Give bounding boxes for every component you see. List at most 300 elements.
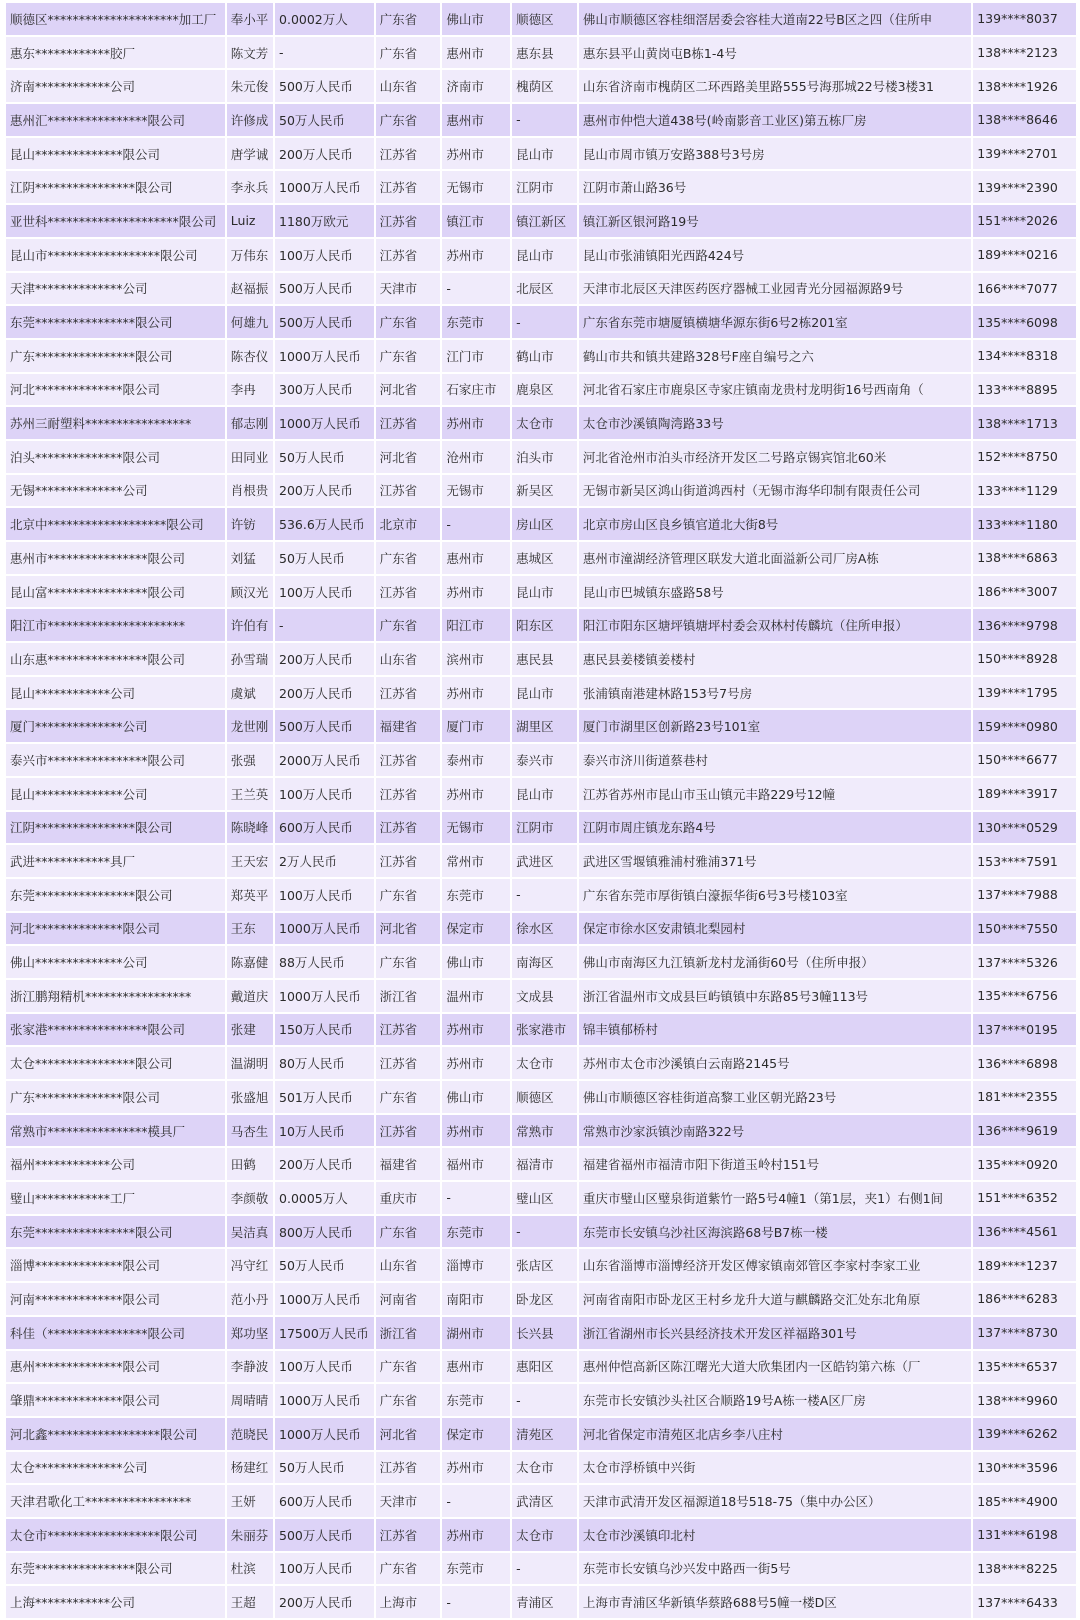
legal-person-cell: 唐学诚 [227,138,273,170]
phone-cell: 137****0195 [973,1014,1076,1046]
province-cell: 山东省 [376,643,441,675]
company-name-cell: 昆山市******************限公司 [6,239,225,271]
table-row [6,1452,1076,1484]
company-name-cell: 佛山**************公司 [6,946,225,978]
phone-cell: 136****9798 [973,609,1076,641]
province-cell: 江苏省 [376,778,441,810]
registered-capital-cell: 50万人民币 [275,542,374,574]
city-cell: - [442,1586,510,1618]
table-row [6,205,1076,237]
district-cell: 文成县 [512,980,577,1012]
legal-person-cell: 朱丽芬 [227,1519,273,1551]
registered-capital-cell: 600万人民币 [275,812,374,844]
legal-person-cell: 许伯有 [227,609,273,641]
table-row [6,1351,1076,1383]
address-cell: 太仓市沙溪镇陶湾路33号 [579,407,971,439]
city-cell: 苏州市 [442,1519,510,1551]
address-cell: 昆山市周市镇万安路388号3号房 [579,138,971,170]
city-cell: 苏州市 [442,138,510,170]
city-cell: 厦门市 [442,710,510,742]
table-row [6,845,1076,877]
province-cell: 江苏省 [376,744,441,776]
phone-cell: 138****8225 [973,1553,1076,1585]
district-cell: 青浦区 [512,1586,577,1618]
city-cell: 惠州市 [442,1351,510,1383]
province-cell: 江苏省 [376,1115,441,1147]
province-cell: 河北省 [376,1418,441,1450]
phone-cell: 135****6756 [973,980,1076,1012]
district-cell: 常熟市 [512,1115,577,1147]
district-cell: 北辰区 [512,273,577,305]
registered-capital-cell: 200万人民币 [275,1586,374,1618]
province-cell: 河北省 [376,374,441,406]
phone-cell: 139****8037 [973,3,1076,35]
address-cell: 惠州仲恺高新区陈江曙光大道大欣集团内一区皓钧第六栋（厂 [579,1351,971,1383]
company-name-cell: 上海************公司 [6,1586,225,1618]
legal-person-cell: 万伟东 [227,239,273,271]
table-row [6,1014,1076,1046]
company-name-cell: 天津君歌化工***************** [6,1485,225,1517]
company-name-cell: 浙江鹏翔精机***************** [6,980,225,1012]
company-name-cell: 山东惠****************限公司 [6,643,225,675]
legal-person-cell: 虞斌 [227,677,273,709]
phone-cell: 150****7550 [973,913,1076,945]
province-cell: 江苏省 [376,138,441,170]
phone-cell: 135****6537 [973,1351,1076,1383]
table-row [6,1115,1076,1147]
table-row [6,306,1076,338]
registered-capital-cell: 1000万人民币 [275,407,374,439]
legal-person-cell: 王天宏 [227,845,273,877]
registered-capital-cell: 17500万人民币 [275,1317,374,1349]
phone-cell: 134****8318 [973,340,1076,372]
table-row [6,1047,1076,1079]
address-cell: 江苏省苏州市昆山市玉山镇元丰路229号12幢 [579,778,971,810]
company-name-cell: 肇鼎**************限公司 [6,1384,225,1416]
company-name-cell: 泰兴市****************限公司 [6,744,225,776]
district-cell: 昆山市 [512,778,577,810]
district-cell: 新吴区 [512,475,577,507]
district-cell: 江阴市 [512,812,577,844]
address-cell: 重庆市璧山区璧泉街道紫竹一路5号4幢1（第1层，夹1）右侧1间 [579,1182,971,1214]
district-cell: 福清市 [512,1148,577,1180]
province-cell: 重庆市 [376,1182,441,1214]
address-cell: 东莞市长安镇乌沙社区海滨路68号B7栋一楼 [579,1216,971,1248]
legal-person-cell: 张盛旭 [227,1081,273,1113]
province-cell: 江苏省 [376,1519,441,1551]
phone-cell: 189****1237 [973,1249,1076,1281]
city-cell: 东莞市 [442,1553,510,1585]
table-row [6,1283,1076,1315]
table-row [6,104,1076,136]
company-name-cell: 太仓市******************限公司 [6,1519,225,1551]
phone-cell: 152****8750 [973,441,1076,473]
table-row [6,1249,1076,1281]
registered-capital-cell: 0.0002万人 [275,3,374,35]
legal-person-cell: 范晓民 [227,1418,273,1450]
legal-person-cell: 李永兵 [227,171,273,203]
registered-capital-cell: 50万人民币 [275,1452,374,1484]
legal-person-cell: 王超 [227,1586,273,1618]
phone-cell: 138****8646 [973,104,1076,136]
phone-cell: 139****2390 [973,171,1076,203]
company-table [4,1,1078,1620]
phone-cell: 137****7988 [973,879,1076,911]
district-cell: 惠阳区 [512,1351,577,1383]
address-cell: 镇江新区银河路19号 [579,205,971,237]
city-cell: 苏州市 [442,407,510,439]
legal-person-cell: 冯守红 [227,1249,273,1281]
phone-cell: 136****4561 [973,1216,1076,1248]
address-cell: 锦丰镇郁桥村 [579,1014,971,1046]
address-cell: 河北省石家庄市鹿泉区寺家庄镇南龙贵村龙明街16号西南角（ [579,374,971,406]
address-cell: 惠东县平山黄岗屯B栋1-4号 [579,37,971,69]
phone-cell: 138****1926 [973,70,1076,102]
legal-person-cell: 陈杏仪 [227,340,273,372]
legal-person-cell: 张建 [227,1014,273,1046]
address-cell: 广东省东莞市塘厦镇横塘华源东街6号2栋201室 [579,306,971,338]
table-row [6,1081,1076,1113]
company-name-cell: 惠东************胶厂 [6,37,225,69]
address-cell: 北京市房山区良乡镇官道北大街8号 [579,508,971,540]
registered-capital-cell: 100万人民币 [275,1351,374,1383]
province-cell: 江苏省 [376,475,441,507]
district-cell: 昆山市 [512,677,577,709]
company-name-cell: 昆山**************公司 [6,778,225,810]
city-cell: 东莞市 [442,306,510,338]
district-cell: 顺德区 [512,3,577,35]
city-cell: 湖州市 [442,1317,510,1349]
province-cell: 江苏省 [376,677,441,709]
district-cell: 长兴县 [512,1317,577,1349]
company-name-cell: 无锡**************公司 [6,475,225,507]
company-name-cell: 惠州**************限公司 [6,1351,225,1383]
registered-capital-cell: 1000万人民币 [275,1384,374,1416]
address-cell: 河北省保定市清苑区北店乡李八庄村 [579,1418,971,1450]
phone-cell: 131****6198 [973,1519,1076,1551]
table-row [6,812,1076,844]
phone-cell: 137****8730 [973,1317,1076,1349]
city-cell: 镇江市 [442,205,510,237]
province-cell: 福建省 [376,1148,441,1180]
company-name-cell: 科佳（****************限公司 [6,1317,225,1349]
registered-capital-cell: 500万人民币 [275,273,374,305]
province-cell: 广东省 [376,1081,441,1113]
registered-capital-cell: 100万人民币 [275,879,374,911]
phone-cell: 151****6352 [973,1182,1076,1214]
company-name-cell: 昆山富****************限公司 [6,576,225,608]
city-cell: 东莞市 [442,879,510,911]
table-row [6,946,1076,978]
city-cell: 福州市 [442,1148,510,1180]
legal-person-cell: 王东 [227,913,273,945]
address-cell: 天津市武清开发区福源道18号518-75（集中办公区） [579,1485,971,1517]
district-cell: - [512,306,577,338]
registered-capital-cell: - [275,37,374,69]
phone-cell: 153****7591 [973,845,1076,877]
table-row [6,1384,1076,1416]
registered-capital-cell: 150万人民币 [275,1014,374,1046]
city-cell: 江门市 [442,340,510,372]
city-cell: 滨州市 [442,643,510,675]
legal-person-cell: 陈文芳 [227,37,273,69]
address-cell: 河北省沧州市泊头市经济开发区二号路京锡宾馆北60米 [579,441,971,473]
registered-capital-cell: 1000万人民币 [275,1283,374,1315]
address-cell: 惠州市潼湖经济管理区联发大道北面溢新公司厂房A栋 [579,542,971,574]
phone-cell: 136****6898 [973,1047,1076,1079]
legal-person-cell: 郁志刚 [227,407,273,439]
registered-capital-cell: 100万人民币 [275,778,374,810]
address-cell: 山东省淄博市淄博经济开发区傅家镇南郊管区李家村李家工业 [579,1249,971,1281]
company-name-cell: 福州************公司 [6,1148,225,1180]
address-cell: 无锡市新吴区鸿山街道鸿西村（无锡市海华印制有限责任公司 [579,475,971,507]
company-name-cell: 东莞****************限公司 [6,1216,225,1248]
province-cell: 江苏省 [376,1047,441,1079]
company-name-cell: 河北鑫******************限公司 [6,1418,225,1450]
address-cell: 武进区雪堰镇雅浦村雅浦371号 [579,845,971,877]
table-row [6,3,1076,35]
province-cell: 浙江省 [376,1317,441,1349]
city-cell: - [442,273,510,305]
district-cell: 昆山市 [512,576,577,608]
address-cell: 阳江市阳东区塘坪镇塘坪村委会双林村传麟坑（住所申报） [579,609,971,641]
city-cell: 佛山市 [442,3,510,35]
table-row [6,374,1076,406]
city-cell: - [442,508,510,540]
province-cell: 山东省 [376,1249,441,1281]
district-cell: - [512,1553,577,1585]
registered-capital-cell: 536.6万人民币 [275,508,374,540]
province-cell: 河北省 [376,441,441,473]
phone-cell: 138****2123 [973,37,1076,69]
address-cell: 佛山市顺德区容桂细滘居委会容桂大道南22号B区之四（住所申 [579,3,971,35]
table-row [6,171,1076,203]
legal-person-cell: 陈晓峰 [227,812,273,844]
legal-person-cell: 杨建红 [227,1452,273,1484]
company-name-cell: 太仓**************公司 [6,1452,225,1484]
address-cell: 保定市徐水区安肃镇北梨园村 [579,913,971,945]
city-cell: 石家庄市 [442,374,510,406]
registered-capital-cell: 200万人民币 [275,1148,374,1180]
registered-capital-cell: 500万人民币 [275,1519,374,1551]
table-row [6,441,1076,473]
address-cell: 佛山市顺德区容桂街道高黎工业区朝光路23号 [579,1081,971,1113]
district-cell: - [512,104,577,136]
city-cell: 苏州市 [442,1047,510,1079]
registered-capital-cell: - [275,609,374,641]
province-cell: 河北省 [376,913,441,945]
district-cell: 镇江新区 [512,205,577,237]
company-name-cell: 东莞****************限公司 [6,306,225,338]
legal-person-cell: 马杏生 [227,1115,273,1147]
city-cell: 阳江市 [442,609,510,641]
city-cell: 保定市 [442,913,510,945]
legal-person-cell: 李冉 [227,374,273,406]
legal-person-cell: 张强 [227,744,273,776]
city-cell: 苏州市 [442,1452,510,1484]
phone-cell: 133****1129 [973,475,1076,507]
province-cell: 广东省 [376,879,441,911]
phone-cell: 130****3596 [973,1452,1076,1484]
district-cell: 南海区 [512,946,577,978]
address-cell: 佛山市南海区九江镇新龙村龙涌街60号（住所申报） [579,946,971,978]
address-cell: 天津市北辰区天津医药医疗器械工业园青光分园福源路9号 [579,273,971,305]
phone-cell: 130****0529 [973,812,1076,844]
company-name-cell: 顺德区*********************加工厂 [6,3,225,35]
address-cell: 河南省南阳市卧龙区王村乡龙升大道与麒麟路交汇处东北角原 [579,1283,971,1315]
legal-person-cell: 王妍 [227,1485,273,1517]
district-cell: 槐荫区 [512,70,577,102]
legal-person-cell: 顾汉光 [227,576,273,608]
registered-capital-cell: 1000万人民币 [275,171,374,203]
address-cell: 江阴市周庄镇龙东路4号 [579,812,971,844]
company-name-cell: 常熟市****************模具厂 [6,1115,225,1147]
district-cell: 昆山市 [512,239,577,271]
table-row [6,138,1076,170]
district-cell: 太仓市 [512,1452,577,1484]
company-name-cell: 广东****************限公司 [6,340,225,372]
table-row [6,1586,1076,1618]
province-cell: 江苏省 [376,845,441,877]
phone-cell: 136****9619 [973,1115,1076,1147]
phone-cell: 189****3917 [973,778,1076,810]
company-name-cell: 河南**************限公司 [6,1283,225,1315]
province-cell: 浙江省 [376,980,441,1012]
table-row [6,710,1076,742]
city-cell: 佛山市 [442,946,510,978]
registered-capital-cell: 2000万人民币 [275,744,374,776]
city-cell: 淄博市 [442,1249,510,1281]
legal-person-cell: 奉小平 [227,3,273,35]
district-cell: 湖里区 [512,710,577,742]
province-cell: 江苏省 [376,576,441,608]
district-cell: 张家港市 [512,1014,577,1046]
address-cell: 惠州市仲恺大道438号(岭南影音工业区)第五栋厂房 [579,104,971,136]
legal-person-cell: 李静波 [227,1351,273,1383]
province-cell: 江苏省 [376,812,441,844]
company-name-cell: 东莞****************限公司 [6,879,225,911]
city-cell: 苏州市 [442,239,510,271]
company-name-cell: 璧山************工厂 [6,1182,225,1214]
address-cell: 广东省东莞市厚街镇白濠振华街6号3号楼103室 [579,879,971,911]
phone-cell: 150****8928 [973,643,1076,675]
registered-capital-cell: 100万人民币 [275,239,374,271]
table-row [6,1317,1076,1349]
table-row [6,744,1076,776]
district-cell: 房山区 [512,508,577,540]
province-cell: 天津市 [376,1485,441,1517]
province-cell: 广东省 [376,1553,441,1585]
city-cell: 常州市 [442,845,510,877]
address-cell: 张浦镇南港建林路153号7号房 [579,677,971,709]
table-row [6,778,1076,810]
province-cell: 广东省 [376,3,441,35]
district-cell: 张店区 [512,1249,577,1281]
legal-person-cell: 田同业 [227,441,273,473]
registered-capital-cell: 1000万人民币 [275,1418,374,1450]
legal-person-cell: 许修成 [227,104,273,136]
registered-capital-cell: 600万人民币 [275,1485,374,1517]
province-cell: 河南省 [376,1283,441,1315]
registered-capital-cell: 500万人民币 [275,710,374,742]
table-row [6,273,1076,305]
province-cell: 江苏省 [376,1452,441,1484]
table-row [6,643,1076,675]
phone-cell: 138****6863 [973,542,1076,574]
registered-capital-cell: 500万人民币 [275,70,374,102]
district-cell: - [512,879,577,911]
province-cell: 广东省 [376,340,441,372]
company-name-cell: 东莞****************限公司 [6,1553,225,1585]
phone-cell: 138****1713 [973,407,1076,439]
address-cell: 福建省福州市福清市阳下街道玉岭村151号 [579,1148,971,1180]
legal-person-cell: 李颜敬 [227,1182,273,1214]
registered-capital-cell: 1000万人民币 [275,340,374,372]
table-row [6,980,1076,1012]
address-cell: 昆山市巴城镇东盛路58号 [579,576,971,608]
city-cell: 东莞市 [442,1384,510,1416]
district-cell: 徐水区 [512,913,577,945]
company-name-cell: 张家港****************限公司 [6,1014,225,1046]
table-row [6,1485,1076,1517]
table-row [6,70,1076,102]
table-row [6,1519,1076,1551]
province-cell: 广东省 [376,609,441,641]
province-cell: 广东省 [376,1351,441,1383]
company-name-cell: 淄博**************限公司 [6,1249,225,1281]
district-cell: 太仓市 [512,407,577,439]
city-cell: 苏州市 [442,778,510,810]
table-row [6,576,1076,608]
address-cell: 山东省济南市槐荫区二环西路美里路555号海那城22号楼3楼31 [579,70,971,102]
legal-person-cell: 王兰英 [227,778,273,810]
city-cell: - [442,1485,510,1517]
city-cell: 惠州市 [442,104,510,136]
city-cell: 保定市 [442,1418,510,1450]
district-cell: 昆山市 [512,138,577,170]
legal-person-cell: 范小丹 [227,1283,273,1315]
province-cell: 广东省 [376,104,441,136]
phone-cell: 150****6677 [973,744,1076,776]
registered-capital-cell: 0.0005万人 [275,1182,374,1214]
phone-cell: 139****6262 [973,1418,1076,1450]
address-cell: 太仓市沙溪镇印北村 [579,1519,971,1551]
city-cell: 无锡市 [442,171,510,203]
district-cell: 惠东县 [512,37,577,69]
phone-cell: 137****6433 [973,1586,1076,1618]
registered-capital-cell: 50万人民币 [275,441,374,473]
legal-person-cell: 朱元俊 [227,70,273,102]
phone-cell: 133****1180 [973,508,1076,540]
phone-cell: 135****6098 [973,306,1076,338]
table-row [6,508,1076,540]
legal-person-cell: 周晴晴 [227,1384,273,1416]
district-cell: 鹤山市 [512,340,577,372]
city-cell: 温州市 [442,980,510,1012]
address-cell: 江阴市萧山路36号 [579,171,971,203]
company-name-cell: 惠州汇****************限公司 [6,104,225,136]
registered-capital-cell: 100万人民币 [275,1553,374,1585]
company-name-cell: 天津**************公司 [6,273,225,305]
registered-capital-cell: 500万人民币 [275,306,374,338]
phone-cell: 133****8895 [973,374,1076,406]
table-row [6,879,1076,911]
city-cell: 惠州市 [442,37,510,69]
company-name-cell: 苏州三耐塑料***************** [6,407,225,439]
phone-cell: 151****2026 [973,205,1076,237]
district-cell: - [512,1384,577,1416]
registered-capital-cell: 501万人民币 [275,1081,374,1113]
